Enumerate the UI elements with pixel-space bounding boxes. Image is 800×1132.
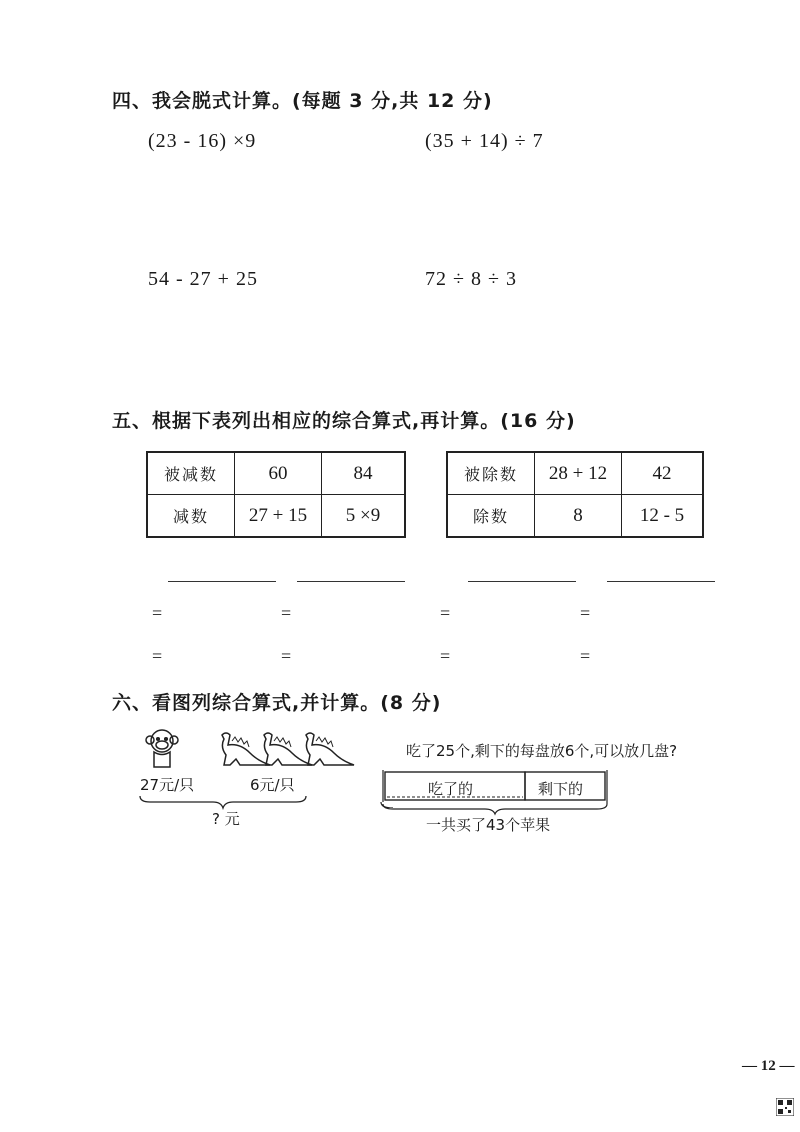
answer-blank-3[interactable] bbox=[468, 581, 576, 582]
section-4-title: 四、我会脱式计算。(每题 3 分,共 12 分) bbox=[112, 90, 493, 112]
page-number: — 12 — bbox=[742, 1058, 795, 1074]
total-cost-question: ? 元 bbox=[212, 810, 240, 828]
price-dinosaur: 6元/只 bbox=[250, 776, 295, 794]
problem-4: 72 ÷ 8 ÷ 3 bbox=[425, 268, 517, 290]
equals-sign: = bbox=[281, 603, 292, 623]
qr-code-icon bbox=[776, 1098, 794, 1116]
eaten-label: 吃了的 bbox=[428, 780, 474, 798]
subtrahend-1: 27 + 15 bbox=[235, 495, 322, 538]
dividend-1: 28 + 12 bbox=[535, 452, 622, 495]
equals-sign: = bbox=[580, 603, 591, 623]
problem-3: 54 - 27 + 25 bbox=[148, 268, 258, 290]
dinosaur-toy-icon bbox=[222, 733, 270, 765]
subtrahend-label: 减数 bbox=[147, 495, 235, 538]
equals-sign: = bbox=[580, 646, 591, 666]
equals-sign: = bbox=[281, 646, 292, 666]
apples-total-label: 一共买了43个苹果 bbox=[426, 816, 551, 834]
price-monkey: 27元/只 bbox=[140, 776, 195, 794]
equals-sign: = bbox=[440, 603, 451, 623]
divisor-1: 8 bbox=[535, 495, 622, 538]
minuend-2: 84 bbox=[322, 452, 406, 495]
equals-sign: = bbox=[152, 646, 163, 666]
equals-sign: = bbox=[440, 646, 451, 666]
dividend-2: 42 bbox=[622, 452, 704, 495]
subtrahend-2: 5 ×9 bbox=[322, 495, 406, 538]
subtraction-table bbox=[146, 451, 406, 538]
dinosaur-toy-icon bbox=[264, 733, 312, 765]
section-5-title: 五、根据下表列出相应的综合算式,再计算。(16 分) bbox=[112, 410, 576, 432]
dinosaur-toy-icon bbox=[306, 733, 354, 765]
equals-sign: = bbox=[152, 603, 163, 623]
minuend-1: 60 bbox=[235, 452, 322, 495]
divisor-2: 12 - 5 bbox=[622, 495, 704, 538]
apple-question: 吃了25个,剩下的每盘放6个,可以放几盘? bbox=[406, 742, 678, 760]
problem-2: (35 + 14) ÷ 7 bbox=[425, 130, 544, 152]
toy-illustration bbox=[140, 727, 370, 772]
remaining-label: 剩下的 bbox=[538, 780, 584, 798]
section-6-title: 六、看图列综合算式,并计算。(8 分) bbox=[112, 692, 442, 714]
answer-blank-4[interactable] bbox=[607, 581, 715, 582]
problem-1: (23 - 16) ×9 bbox=[148, 130, 257, 152]
division-table bbox=[446, 451, 704, 538]
divisor-label: 除数 bbox=[447, 495, 535, 538]
answer-blank-2[interactable] bbox=[297, 581, 405, 582]
dividend-label: 被除数 bbox=[447, 452, 535, 495]
answer-blank-1[interactable] bbox=[168, 581, 276, 582]
monkey-toy-icon bbox=[146, 730, 178, 767]
minuend-label: 被减数 bbox=[147, 452, 235, 495]
